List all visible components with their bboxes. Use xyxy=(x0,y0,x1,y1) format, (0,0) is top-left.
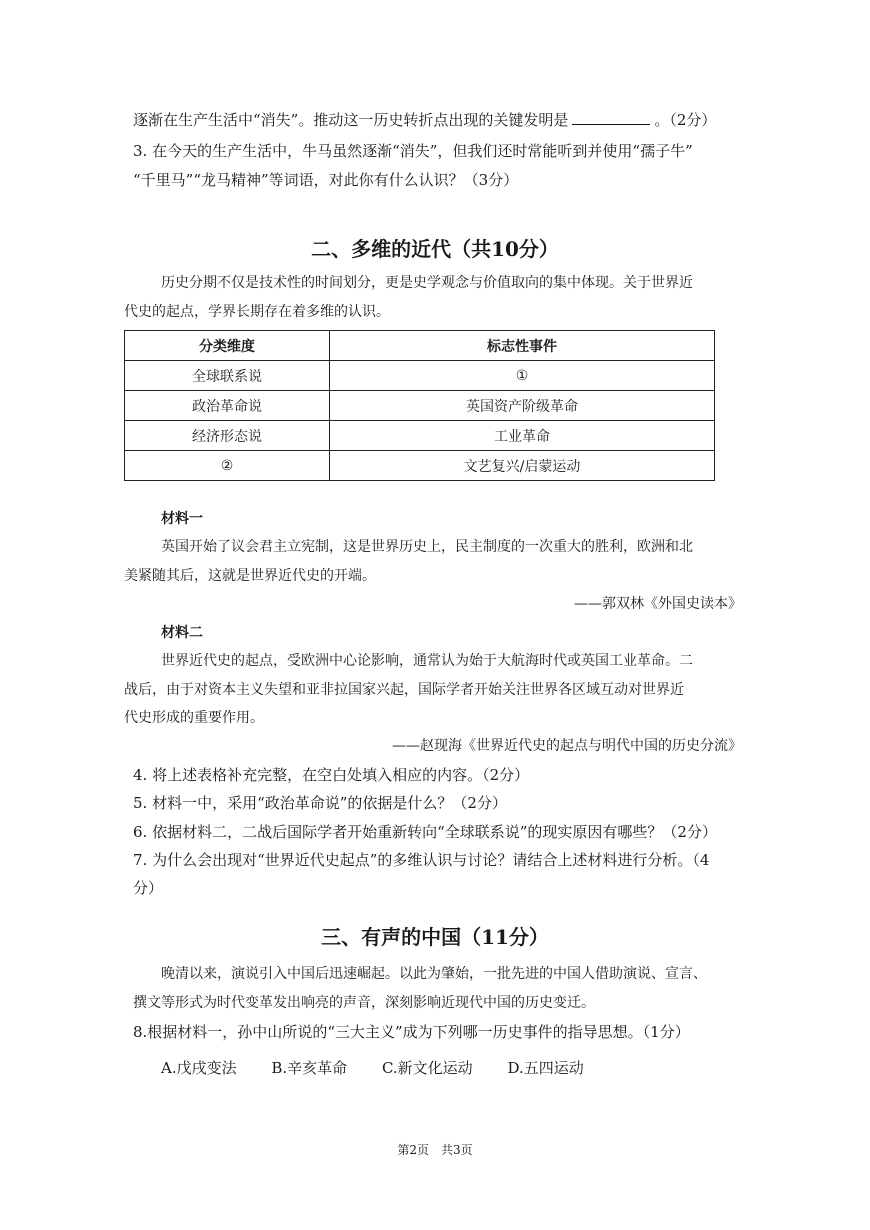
table-row xyxy=(125,421,715,451)
material2-line3: 代史形成的重要作用。 xyxy=(124,710,264,726)
table-cell: 经济形态说 xyxy=(125,421,330,451)
table-cell-blank-2: ② xyxy=(125,451,330,481)
section3-intro-line2: 撰文等形式为时代变革发出响亮的声音，深刻影响近现代中国的历史变迁。 xyxy=(133,995,595,1011)
question-8-options xyxy=(161,1058,614,1078)
periodization-table xyxy=(124,330,715,481)
material1-label: 材料一 xyxy=(161,511,203,527)
material2-source: ——赵现海《世界近代史的起点与明代中国的历史分流》 xyxy=(392,738,742,754)
section2-intro-line2: 代史的起点，学界长期存在着多维的认识。 xyxy=(124,304,390,320)
question-5: 5. 材料一中，采用“政治革命说”的依据是什么？（2分） xyxy=(133,794,507,812)
section3-intro-line1: 晚清以来，演说引入中国后迅速崛起。以此为肇始，一批先进的中国人借助演说、宣言、 xyxy=(161,966,707,982)
table-row xyxy=(125,451,715,481)
option-d[interactable]: D.五四运动 xyxy=(507,1059,584,1077)
material1-line1: 英国开始了议会君主立宪制，这是世界历史上，民主制度的一次重大的胜利，欧洲和北 xyxy=(161,539,693,555)
q2-tail-score: 。（2分） xyxy=(654,111,717,129)
table-header-row xyxy=(125,331,715,361)
option-b[interactable]: B.辛亥革命 xyxy=(271,1059,348,1077)
question-6: 6. 依据材料二，二战后国际学者开始重新转向“全球联系说”的现实原因有哪些？（2分） xyxy=(133,823,717,841)
section2-intro-line1: 历史分期不仅是技术性的时间划分，更是史学观念与价值取向的集中体现。关于世界近 xyxy=(161,275,693,291)
material1-source: ——郭双林《外国史读本》 xyxy=(574,596,742,612)
table-cell: 文艺复兴/启蒙运动 xyxy=(330,451,715,481)
question-7-line1: 7. 为什么会出现对“世界近代史起点”的多维认识与讨论？请结合上述材料进行分析。（4 xyxy=(133,851,710,869)
material2-label: 材料二 xyxy=(161,625,203,641)
question-4: 4. 将上述表格补充完整，在空白处填入相应的内容。（2分） xyxy=(133,766,530,784)
section2-title: 二、多维的近代（共10分） xyxy=(311,237,559,261)
table-cell: 政治革命说 xyxy=(125,391,330,421)
table-cell: 工业革命 xyxy=(330,421,715,451)
option-c[interactable]: C.新文化运动 xyxy=(381,1059,473,1077)
material2-line2: 战后，由于对资本主义失望和亚非拉国家兴起，国际学者开始关注世界各区域互动对世界近 xyxy=(124,682,684,698)
material1-line2: 美紧随其后，这就是世界近代史的开端。 xyxy=(124,568,376,584)
table-cell: 全球联系说 xyxy=(125,361,330,391)
table-header-dimension: 分类维度 xyxy=(125,331,330,361)
section3-title: 三、有声的中国（11分） xyxy=(321,925,549,949)
answer-blank[interactable] xyxy=(572,110,650,125)
q3-line2: “千里马”“龙马精神”等词语，对此你有什么认识？（3分） xyxy=(133,171,519,189)
question-8: 8.根据材料一，孙中山所说的“三大主义”成为下列哪一历史事件的指导思想。（1分） xyxy=(133,1023,690,1041)
option-a[interactable]: A.戊戌变法 xyxy=(161,1059,237,1077)
material2-line1: 世界近代史的起点，受欧洲中心论影响，通常认为始于大航海时代或英国工业革命。二 xyxy=(161,653,693,669)
q3-line1: 3. 在今天的生产生活中，牛马虽然逐渐“消失”，但我们还时常能听到并使用“孺子牛” xyxy=(133,142,693,160)
table-cell: 英国资产阶级革命 xyxy=(330,391,715,421)
table-row xyxy=(125,361,715,391)
q2-tail-text: 逐渐在生产生活中“消失”。推动这一历史转折点出现的关键发明是 xyxy=(133,111,569,129)
question-7-line2: 分） xyxy=(133,879,164,897)
table-cell-blank-1: ① xyxy=(330,361,715,391)
q2-tail-line xyxy=(133,110,716,130)
page-footer: 第2页 共3页 xyxy=(397,1143,473,1157)
table-header-event: 标志性事件 xyxy=(330,331,715,361)
table-row xyxy=(125,391,715,421)
